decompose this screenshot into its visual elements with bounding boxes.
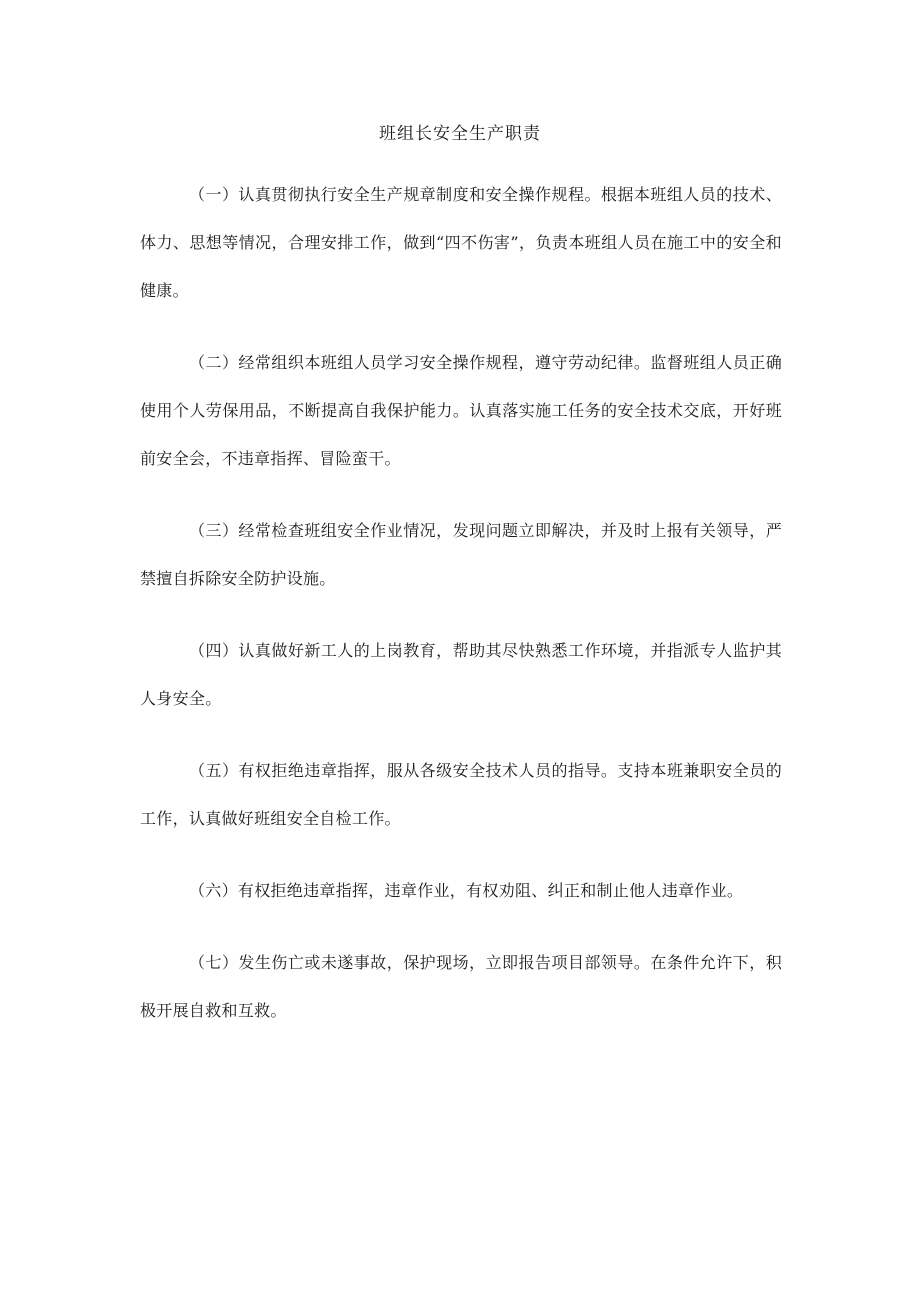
paragraph-1: （一）认真贯彻执行安全生产规章制度和安全操作规程。根据本班组人员的技术、体力、思想等情况，合理安排工作，做到“四不伤害”，负责本班组人员在施工中的安全和健康。 bbox=[140, 185, 782, 300]
paragraph-6: （六）有权拒绝违章指挥，违章作业，有权劝阻、纠正和制止他人违章作业。 bbox=[189, 881, 744, 900]
document-body bbox=[140, 171, 782, 1059]
paragraph-5: （五）有权拒绝违章指挥，服从各级安全技术人员的指导。支持本班兼职安全员的工作，认真做好班组安全自检工作。 bbox=[140, 761, 782, 828]
paragraph-3: （三）经常检查班组安全作业情况，发现问题立即解决，并及时上报有关领导，严禁擅自拆除安全防护设施。 bbox=[140, 521, 782, 588]
paragraph-2: （二）经常组织本班组人员学习安全操作规程，遵守劳动纪律。监督班组人员正确使用个人劳保用品，不断提高自我保护能力。认真落实施工任务的安全技术交底，开好班前安全会，不违章指挥、冒险蛮干。 bbox=[140, 353, 782, 468]
document-title: 班组长安全生产职责 bbox=[379, 124, 541, 144]
paragraph-7: （七）发生伤亡或未遂事故，保护现场，立即报告项目部领导。在条件允许下，积极开展自救和互救。 bbox=[140, 953, 782, 1020]
paragraph-4: （四）认真做好新工人的上岗教育，帮助其尽快熟悉工作环境，并指派专人监护其人身安全。 bbox=[140, 641, 782, 708]
